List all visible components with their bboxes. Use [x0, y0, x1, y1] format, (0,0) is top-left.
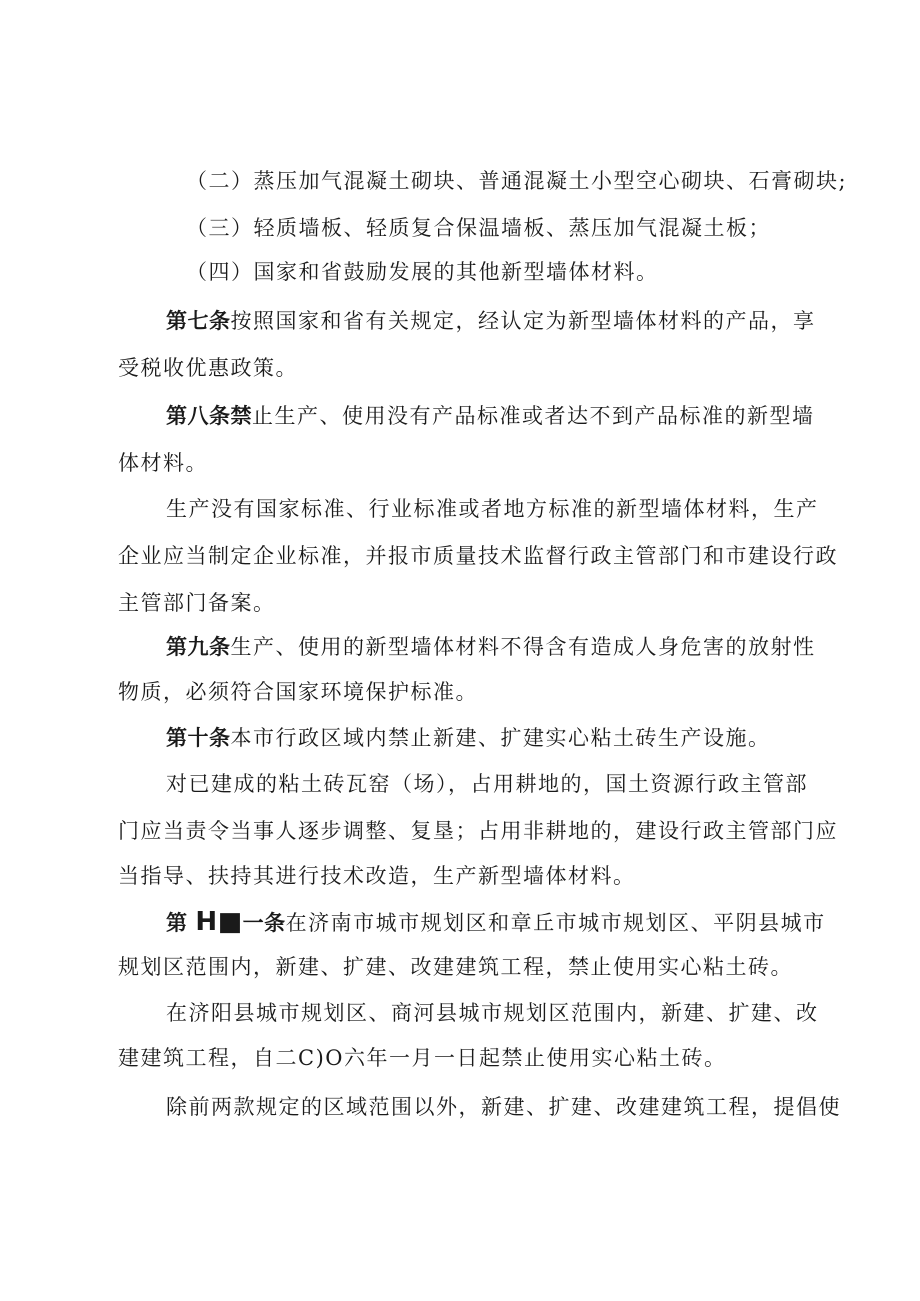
article-heading: 第十条	[166, 726, 231, 750]
article-11-para-2-line-2: 建建筑工程，自二C)O六年一月一日起禁止使用实心粘土砖。	[118, 1046, 727, 1070]
article-11-para-2-line-1: 在济阳县城市规划区、商河县城市规划区范围内，新建、扩建、改	[166, 1001, 819, 1025]
article-8-para-2-line-2: 企业应当制定企业标准，并报市质量技术监督行政主管部门和市建设行政	[118, 544, 838, 568]
article-8-para-2-line-3: 主管部门备案。	[118, 591, 276, 615]
article-11-para-3-line-1: 除前两款规定的区域范围以外，新建、扩建、改建建筑工程，提倡使	[166, 1095, 841, 1119]
list-item-3: （三）轻质墙板、轻质复合保温墙板、蒸压加气混凝土板；	[186, 216, 771, 240]
article-10-para-2-line-2: 门应当责令当事人逐步调整、复垦；占用非耕地的，建设行政主管部门应	[118, 819, 838, 843]
article-heading: 第七条	[166, 309, 231, 333]
article-11-line-2: 规划区范围内，新建、扩建、改建建筑工程，禁止使用实心粘土砖。	[118, 955, 793, 979]
list-item-2: （二）蒸压加气混凝土砌块、普通混凝土小型空心砌块、石膏砌块;	[186, 169, 848, 193]
article-9-line-1: 第九条生产、使用的新型墙体材料不得含有造成人身危害的放射性	[166, 635, 816, 659]
article-9-line-2: 物质，必须符合国家环境保护标准。	[118, 680, 478, 704]
article-11-line-1: 第 H■一条在济南市城市规划区和章丘市城市规划区、平阴县城市	[166, 907, 826, 937]
article-heading: 第八条禁	[166, 404, 252, 428]
article-10-line-1: 第十条本市行政区域内禁止新建、扩建实心粘土砖生产设施。	[166, 726, 771, 750]
article-10-para-2-line-1: 对已建成的粘土砖瓦窑（场），占用耕地的，国土资源行政主管部	[166, 772, 808, 796]
article-heading: 第 H■一条	[166, 907, 286, 937]
article-heading: 第九条	[166, 635, 231, 659]
article-8-line-1: 第八条禁止生产、使用没有产品标准或者达不到产品标准的新型墙	[166, 404, 815, 428]
article-8-line-2: 体材料。	[118, 451, 208, 475]
article-7-line-2: 受税收优惠政策。	[118, 356, 298, 380]
article-10-para-2-line-3: 当指导、扶持其进行技术改造，生产新型墙体材料。	[118, 864, 636, 888]
article-8-para-2-line-1: 生产没有国家标准、行业标准或者地方标准的新型墙体材料，生产	[166, 497, 819, 521]
article-7-line-1: 第七条按照国家和省有关规定，经认定为新型墙体材料的产品，享	[166, 309, 816, 333]
list-item-4: （四）国家和省鼓励发展的其他新型墙体材料。	[186, 260, 659, 284]
